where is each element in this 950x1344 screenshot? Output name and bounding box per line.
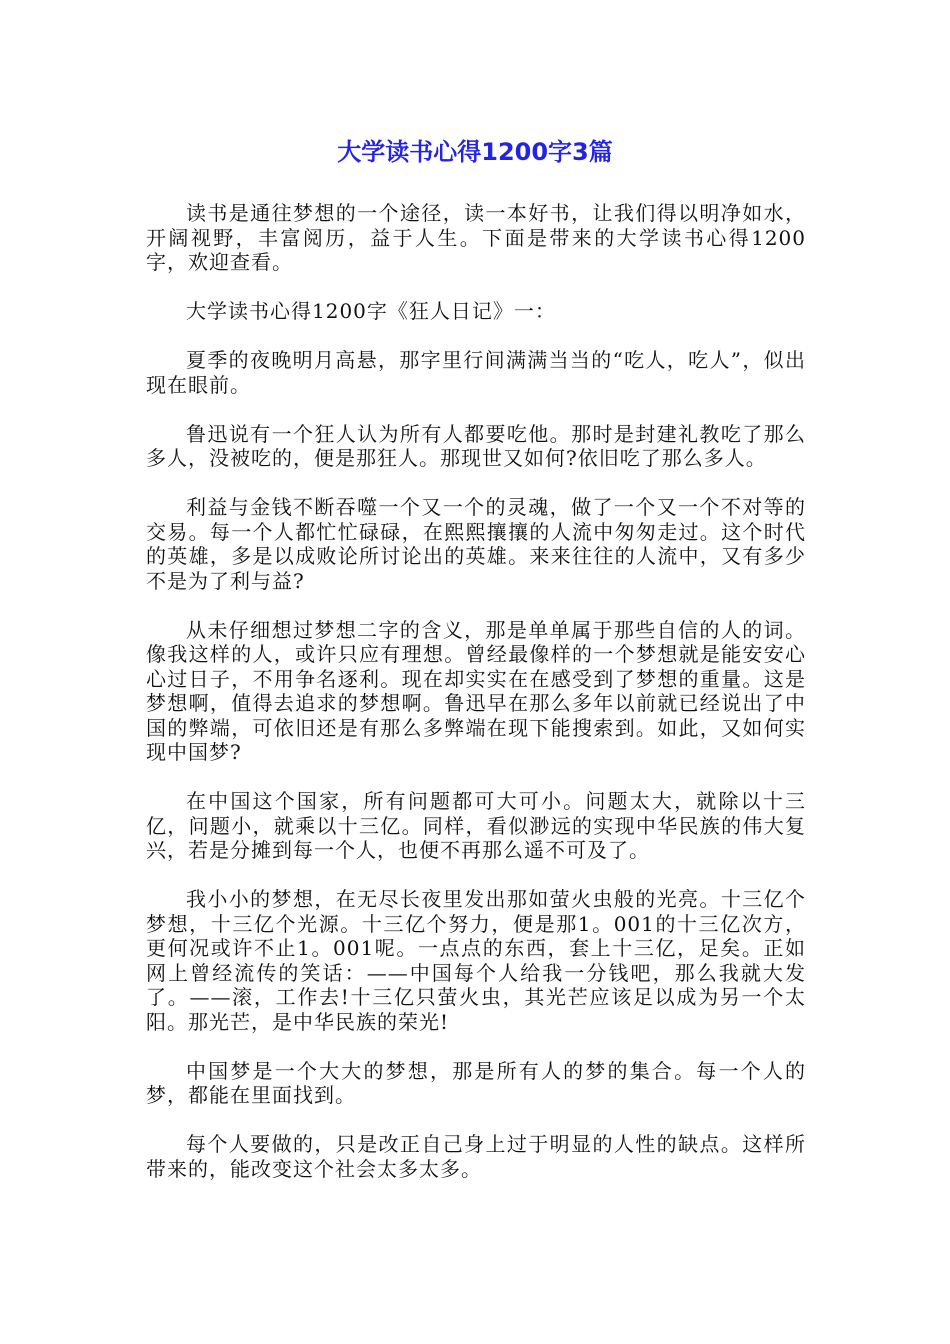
paragraph: 夏季的夜晚明月高悬，那字里行间满满当当的“吃人，吃人”，似出现在眼前。 [146,348,806,397]
paragraph: 中国梦是一个大大的梦想，那是所有人的梦的集合。每一个人的梦，都能在里面找到。 [146,1058,806,1107]
paragraph: 我小小的梦想，在无尽长夜里发出那如萤火虫般的光亮。十三亿个梦想，十三亿个光源。十三亿个努力，便是那1。001的十三亿次方，更何况或许不止1。001呢。一点点的东西，套上十三亿，足矣。正如网上曾经流传的笑话：——中国每个人给我一分钱吧，那么我就大发了。——滚，工作去!十三亿只萤火虫，其光芒应该足以成为另一个太阳。那光芒，是中华民族的荣光! [146,887,806,1034]
paragraph: 利益与金钱不断吞噬一个又一个的灵魂，做了一个又一个不对等的交易。每一个人都忙忙碌碌，在熙熙攘攘的人流中匆匆走过。这个时代的英雄，多是以成败论所讨论出的英雄。来来往往的人流中，又有多少不是为了利与益? [146,495,806,593]
paragraph: 在中国这个国家，所有问题都可大可小。问题太大，就除以十三亿，问题小，就乘以十三亿。同样，看似渺远的实现中华民族的伟大复兴，若是分摊到每一个人，也便不再那么遥不可及了。 [146,789,806,862]
paragraph: 每个人要做的，只是改正自己身上过于明显的人性的缺点。这样所带来的，能改变这个社会太多太多。 [146,1132,806,1181]
paragraph: 鲁迅说有一个狂人认为所有人都要吃他。那时是封建礼教吃了那么多人，没被吃的，便是那狂人。那现世又如何?依旧吃了那么多人。 [146,421,806,470]
paragraph-section-heading: 大学读书心得1200字《狂人日记》一： [186,299,556,323]
paragraph: 从未仔细想过梦想二字的含义，那是单单属于那些自信的人的词。像我这样的人，或许只应有理想。曾经最像样的一个梦想就是能安安心心过日子，不用争名逐利。现在却实实在在感受到了梦想的重量。这是梦想啊，值得去追求的梦想啊。鲁迅早在那么多年以前就已经说出了中国的弊端，可依旧还是有那么多弊端在现下能搜索到。如此，又如何实现中国梦? [146,617,806,764]
document-title: 大学读书心得1200字3篇 [337,138,613,166]
document-body [146,201,806,1206]
paragraph-intro: 读书是通往梦想的一个途径，读一本好书，让我们得以明净如水，开阔视野，丰富阅历，益于人生。下面是带来的大学读书心得1200字，欢迎查看。 [146,201,806,274]
